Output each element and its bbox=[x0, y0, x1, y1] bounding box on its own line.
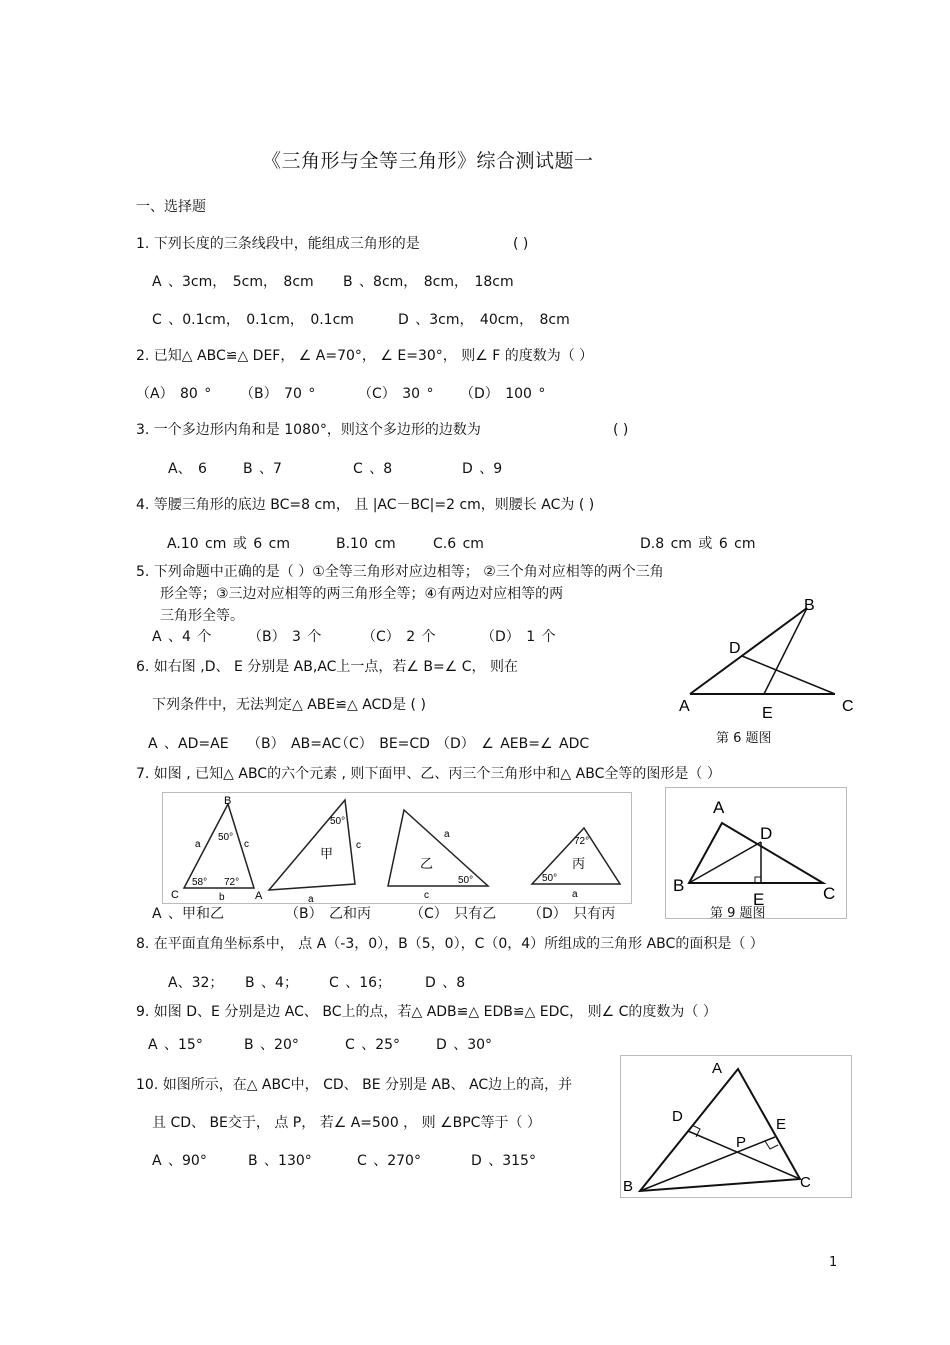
q3-option-a: A、 6 bbox=[168, 461, 207, 477]
q5-option-b: （B） 3 个 bbox=[248, 629, 322, 645]
q9-stem: 9. 如图 D、E 分别是边 AC、 BC上的点，若△ ADB≌△ EDB≌△ EDC， 则∠ C的度数为（ ） bbox=[136, 1004, 717, 1020]
q5-line2: 形全等；③三边对应相等的两三角形全等；④有两边对应相等的两 bbox=[160, 586, 564, 602]
q6-label-e: E bbox=[762, 705, 773, 722]
q3-option-b: B 、7 bbox=[243, 461, 282, 477]
q6-segment-be bbox=[764, 608, 807, 694]
q1-stem: 1. 下列长度的三条线段中，能组成三角形的是 bbox=[136, 236, 420, 252]
q5-option-c: （C） 2 个 bbox=[362, 629, 436, 645]
q9-label-a: A bbox=[713, 798, 725, 817]
q7-angle-58: 58° bbox=[192, 877, 208, 888]
q9-label-b: B bbox=[673, 876, 685, 895]
q7-angle-72: 72° bbox=[224, 877, 240, 888]
q9-option-c: C 、25° bbox=[345, 1037, 401, 1053]
q1-answer-paren: ( ) bbox=[513, 236, 529, 252]
q8-option-a: A、32； bbox=[168, 975, 224, 991]
q1-option-c: C 、0.1cm， 0.1cm， 0.1cm bbox=[152, 312, 354, 328]
q4-option-b: B.10 cm bbox=[336, 536, 396, 552]
q7-option-a: A 、甲和乙 bbox=[152, 906, 225, 922]
q7-label-jia: 甲 bbox=[320, 846, 334, 861]
q7-jia-angle-50: 50° bbox=[330, 816, 346, 827]
q9-label-e: E bbox=[753, 890, 765, 909]
q9-option-b: B 、20° bbox=[244, 1037, 299, 1053]
q10-figure bbox=[620, 1055, 852, 1198]
q3-stem: 3. 一个多边形内角和是 1080°，则这个多边形的边数为 bbox=[136, 422, 481, 438]
q9-triangle-abc bbox=[689, 823, 823, 883]
q7-angle-50: 50° bbox=[218, 832, 234, 843]
q6-label-c: C bbox=[842, 698, 854, 715]
section-heading: 一、选择题 bbox=[136, 199, 206, 215]
page-title: 《三角形与全等三角形》综合测试题一 bbox=[262, 150, 594, 172]
q3-option-c: C 、8 bbox=[353, 461, 393, 477]
q10-label-e: E bbox=[776, 1116, 787, 1133]
q4-option-d: D.8 cm 或 6 cm bbox=[640, 536, 756, 552]
q2-option-c: （C） 30 ° bbox=[358, 386, 434, 402]
q7-figure bbox=[162, 792, 632, 904]
q6-option-c: （C） BE=CD bbox=[335, 736, 430, 752]
q9-figure bbox=[665, 787, 847, 919]
q7-jia-side-c: c bbox=[356, 840, 361, 851]
q7-jia-side-a: a bbox=[308, 894, 314, 904]
q10-label-d: D bbox=[672, 1108, 683, 1125]
q5-option-a: A 、4 个 bbox=[152, 629, 212, 645]
q7-option-c: （C） 只有乙 bbox=[410, 906, 497, 922]
q2-option-b: （B） 70 ° bbox=[240, 386, 316, 402]
q2-option-d: （D） 100 ° bbox=[460, 386, 546, 402]
q8-option-c: C 、16； bbox=[329, 975, 392, 991]
q6-option-b: （B） AB=AC bbox=[247, 736, 342, 752]
q9-caption: 第 9 题图 bbox=[710, 906, 766, 921]
q6-option-d: （D） ∠ AEB=∠ ADC bbox=[436, 736, 590, 752]
q7-stem: 7. 如图 , 已知△ ABC的六个元素 , 则下面甲、乙、丙三个三角形中和△ ABC全等的图形是（ ） bbox=[136, 766, 721, 782]
q7-label-c: C bbox=[171, 889, 179, 901]
q7-side-a: a bbox=[195, 839, 201, 850]
q10-label-b: B bbox=[623, 1178, 634, 1195]
q10-option-d: D 、315° bbox=[471, 1153, 536, 1169]
q7-side-b: b bbox=[219, 892, 225, 903]
page-number: 1 bbox=[829, 1255, 838, 1270]
q10-right-angle-e bbox=[765, 1141, 778, 1149]
q6-option-a: A 、AD=AE bbox=[148, 736, 229, 752]
q6-label-a: A bbox=[679, 698, 690, 715]
q7-bing-angle-72: 72° bbox=[574, 836, 590, 847]
q9-option-d: D 、30° bbox=[436, 1037, 493, 1053]
q3-option-d: D 、9 bbox=[462, 461, 503, 477]
q10-line1: 10. 如图所示，在△ ABC中， CD、 BE 分别是 AB、 AC边上的高，并 bbox=[136, 1077, 573, 1093]
q10-option-c: C 、270° bbox=[357, 1153, 421, 1169]
q7-bing-angle-50: 50° bbox=[542, 873, 558, 884]
q8-stem: 8. 在平面直角坐标系中， 点 A（-3，0），B（5，0），C（0，4）所组成的三角形 ABC的面积是（ ） bbox=[136, 936, 764, 952]
q9-label-d: D bbox=[760, 824, 773, 843]
q5-line1: 5. 下列命题中正确的是（ ）①全等三角形对应边相等； ②三个角对应相等的两个三角 bbox=[136, 564, 664, 580]
q2-stem: 2. 已知△ ABC≌△ DEF， ∠ A=70°， ∠ E=30°， 则∠ F 的度数为（ ） bbox=[136, 348, 594, 364]
q7-option-d: （D） 只有丙 bbox=[528, 906, 616, 922]
q6-line1: 6. 如右图 ,D、 E 分别是 AB,AC上一点，若∠ B=∠ C， 则在 bbox=[136, 659, 518, 675]
q6-label-d: D bbox=[729, 640, 741, 657]
q10-line2: 且 CD、 BE交于， 点 P， 若∠ A=500 ， 则 ∠BPC等于（ ） bbox=[152, 1115, 541, 1131]
q5-line3: 三角形全等。 bbox=[160, 608, 244, 624]
q5-option-d: （D） 1 个 bbox=[481, 629, 556, 645]
q10-label-p: P bbox=[736, 1134, 747, 1151]
q8-option-d: D 、8 bbox=[425, 975, 466, 991]
q7-label-b: B bbox=[224, 795, 232, 807]
q7-label-a: A bbox=[255, 890, 263, 902]
q10-option-b: B 、130° bbox=[248, 1153, 312, 1169]
q8-option-b: B 、4； bbox=[245, 975, 298, 991]
q6-segment-ab bbox=[690, 608, 807, 694]
q4-option-a: A.10 cm 或 6 cm bbox=[167, 536, 290, 552]
q6-label-b: B bbox=[804, 597, 815, 614]
q2-option-a: （A） 80 ° bbox=[136, 386, 212, 402]
q9-option-a: A 、15° bbox=[148, 1037, 203, 1053]
q10-label-c: C bbox=[800, 1174, 811, 1191]
q1-option-a: A 、3cm， 5cm， 8cm bbox=[152, 274, 314, 290]
q7-bing-side-a: a bbox=[572, 889, 578, 900]
q7-label-bing: 丙 bbox=[572, 856, 586, 871]
q10-label-a: A bbox=[712, 1060, 723, 1077]
q1-option-d: D 、3cm， 40cm， 8cm bbox=[398, 312, 570, 328]
q7-side-c: c bbox=[244, 839, 249, 850]
q4-stem: 4. 等腰三角形的底边 BC=8 cm， 且 |AC－BC|=2 cm，则腰长 AC为 ( ) bbox=[136, 497, 595, 513]
q10-option-a: A 、90° bbox=[152, 1153, 207, 1169]
q6-figure bbox=[670, 590, 870, 730]
q6-caption: 第 6 题图 bbox=[716, 731, 772, 746]
q6-segment-dc bbox=[742, 656, 835, 694]
q7-option-b: （B） 乙和丙 bbox=[285, 906, 372, 922]
q7-yi-side-a: a bbox=[444, 829, 450, 840]
q6-line2: 下列条件中，无法判定△ ABE≌△ ACD是 ( ) bbox=[152, 697, 426, 713]
q10-figure-frame bbox=[621, 1056, 852, 1198]
q7-triangle-jia bbox=[269, 800, 355, 890]
q9-label-c: C bbox=[823, 884, 836, 903]
q3-answer-paren: ( ) bbox=[613, 422, 629, 438]
q7-label-yi: 乙 bbox=[420, 856, 434, 871]
q7-yi-side-c: c bbox=[424, 890, 429, 901]
q1-option-b: B 、8cm， 8cm， 18cm bbox=[343, 274, 514, 290]
q4-option-c: C.6 cm bbox=[433, 536, 484, 552]
q7-yi-angle-50: 50° bbox=[458, 875, 474, 886]
